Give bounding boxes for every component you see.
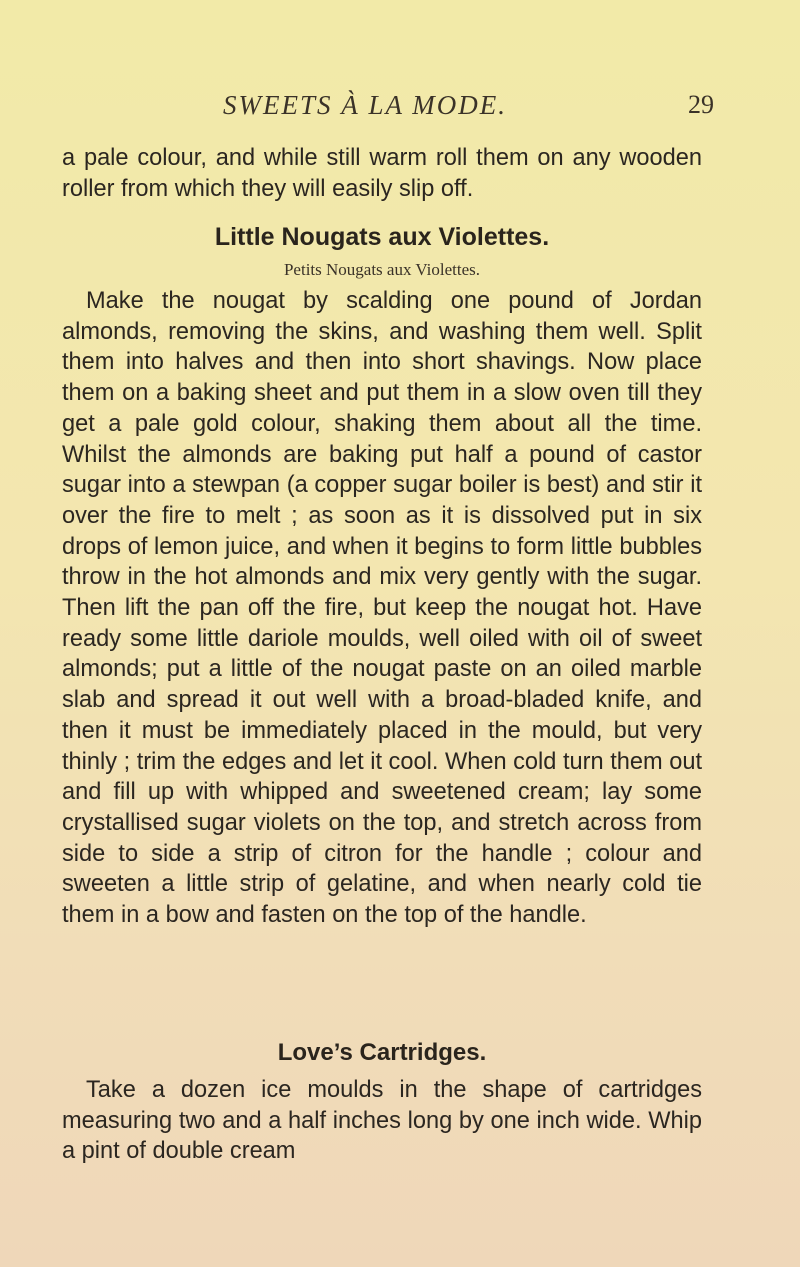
recipe-subtitle-nougats: Petits Nougats aux Violettes. bbox=[283, 260, 481, 279]
recipe-title-nougats: Little Nougats aux Violettes. bbox=[214, 223, 550, 251]
page-number: 29 bbox=[688, 90, 714, 119]
continuation-paragraph-block bbox=[62, 143, 702, 204]
continuation-paragraph: a pale colour, and while still warm roll them on any wooden roller from which they will easily slip off. bbox=[62, 145, 702, 202]
running-title: SWEETS À LA MODE. bbox=[223, 90, 507, 120]
recipe-body-block-cartridges bbox=[62, 1075, 702, 1167]
recipe-body-cartridges: Take a dozen ice moulds in the shape of cartridges measuring two and a half inches long by one inch wide. Whip a pint of double cream bbox=[62, 1077, 702, 1165]
recipe-body-nougats: Make the nougat by scalding one pound of Jordan almonds, removing the skins, and washing them well. Split them into halves and then into short shavings. Now place them on a baking sheet and put them in a slow oven till they get a pale gold colour, shaking them about all the time. Whilst the almonds are baking put half a pound of castor sugar into a stewpan (a copper sugar boiler is best) and stir it over the fire to melt ; as soon as it is dissolved put in six drops of lemon juice, and when it begins to form little bubbles throw in the hot almonds and mix very gently with the sugar. Then lift the pan off the fire, but keep the nougat hot. Have ready some little dariole moulds, well oiled with oil of sweet almonds; put a little of the nougat paste on an oiled marble slab and spread it out well with a broad-bladed knife, and then it must be immediately placed in the mould, but very thinly ; trim the edges and let it cool. When cold turn them out and fill up with whipped and sweetened cream; lay some crystallised sugar violets on the top, and stretch across from side to side a strip of citron for the handle ; colour and sweeten a little strip of gelatine, and when nearly cold tie them in a bow and fasten on the top of the handle. bbox=[62, 288, 702, 929]
recipe-title-cartridges: Love’s Cartridges. bbox=[277, 1039, 487, 1066]
recipe-body-block-nougats bbox=[62, 286, 702, 931]
